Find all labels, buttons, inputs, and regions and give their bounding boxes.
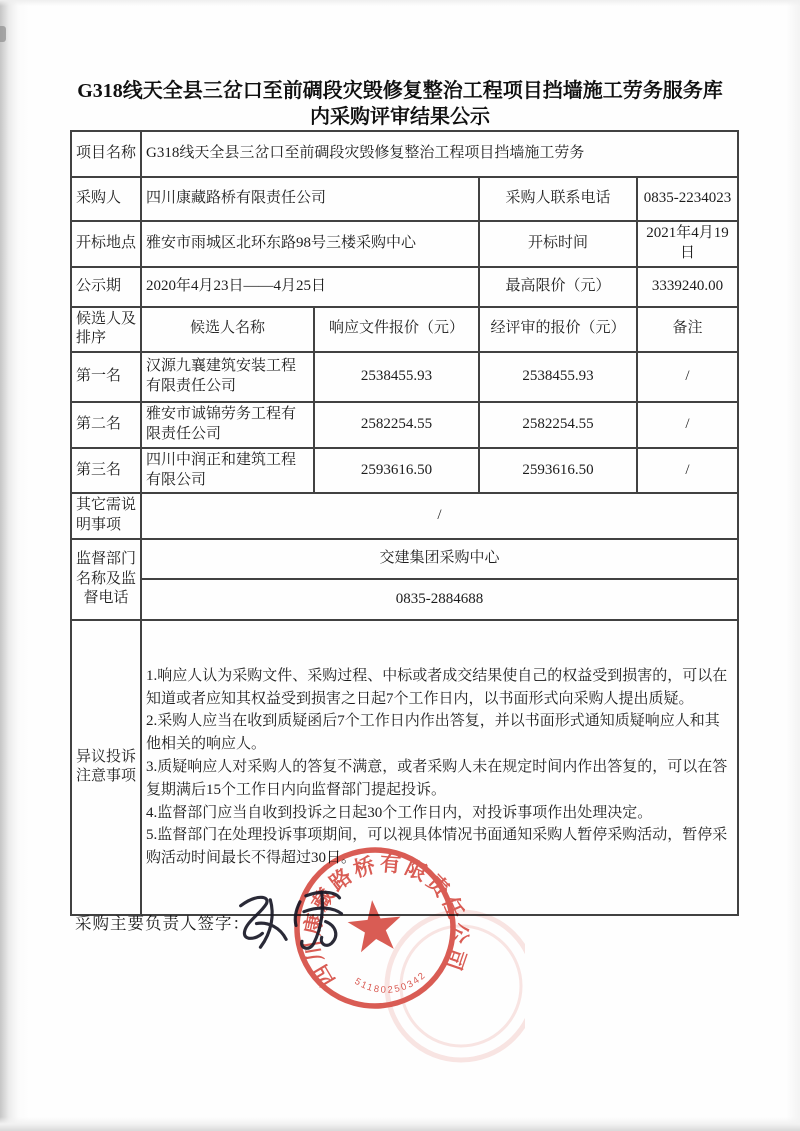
candidate-name: 汉源九襄建筑安装工程有限责任公司 — [141, 352, 314, 402]
header-note: 备注 — [637, 307, 738, 353]
signature-handwriting — [226, 884, 366, 968]
supervision-department: 交建集团采购中心 — [141, 539, 738, 579]
publicity-label: 公示期 — [71, 267, 141, 307]
row-bid-opening — [71, 221, 738, 267]
other-notes-value: / — [141, 493, 738, 539]
row-project-name — [71, 131, 738, 177]
publicity-value: 2020年4月23日——4月25日 — [141, 267, 479, 307]
purchaser-contact-label: 采购人联系电话 — [479, 177, 637, 221]
other-notes-label: 其它需说明事项 — [71, 493, 141, 539]
page-title — [64, 78, 736, 130]
objection-item-2: 2.采购人应当在收到质疑函后7个工作日内作出答复，并以书面形式通知质疑响应人和其他相关的响应人。 — [146, 713, 720, 753]
candidate-bid: 2538455.93 — [314, 352, 479, 402]
candidate-bid: 2582254.55 — [314, 402, 479, 448]
row-supervision-dept — [71, 539, 738, 579]
header-candidate-name: 候选人名称 — [141, 307, 314, 353]
candidate-note: / — [637, 352, 738, 402]
signature-row — [75, 910, 250, 934]
row-purchaser — [71, 177, 738, 221]
opening-place-label: 开标地点 — [71, 221, 141, 267]
scan-artifact-mark — [0, 26, 6, 42]
seal-serial-text: 51180250342 — [352, 969, 429, 996]
price-limit-value: 3339240.00 — [637, 267, 738, 307]
signature-label: 采购主要负责人签字： — [75, 914, 250, 933]
purchaser-contact-value: 0835-2234023 — [637, 177, 738, 221]
objection-item-4: 4.监督部门应当自收到投诉之日起30个工作日内，对投诉事项作出处理决定。 — [146, 804, 653, 821]
price-limit-label: 最高限价（元） — [479, 267, 637, 307]
objection-label: 异议投诉注意事项 — [71, 620, 141, 915]
header-rank: 候选人及排序 — [71, 307, 141, 353]
purchaser-label: 采购人 — [71, 177, 141, 221]
purchaser-value: 四川康藏路桥有限责任公司 — [141, 177, 479, 221]
objection-item-1: 1.响应人认为采购文件、采购过程、中标或者成交结果使自己的权益受到损害的，可以在知道或者应知其权益受到损害之日起7个工作日内，以书面形式向采购人提出质疑。 — [146, 667, 728, 707]
opening-time-value: 2021年4月19日 — [637, 221, 738, 267]
scan-edge-bottom — [0, 1117, 800, 1131]
supervision-phone: 0835-2884688 — [141, 579, 738, 620]
candidate-reviewed: 2538455.93 — [479, 352, 637, 402]
candidate-name: 雅安市诚锦劳务工程有限责任公司 — [141, 402, 314, 448]
candidate-row-2 — [71, 402, 738, 448]
candidate-name: 四川中润正和建筑工程有限公司 — [141, 448, 314, 494]
supervision-label: 监督部门名称及监督电话 — [71, 539, 141, 620]
header-bid-price: 响应文件报价（元） — [314, 307, 479, 353]
candidate-rank: 第二名 — [71, 402, 141, 448]
candidate-bid: 2593616.50 — [314, 448, 479, 494]
candidate-rank: 第三名 — [71, 448, 141, 494]
candidate-rank: 第一名 — [71, 352, 141, 402]
project-name-label: 项目名称 — [71, 131, 141, 177]
row-supervision-phone — [71, 579, 738, 620]
candidate-row-3 — [71, 448, 738, 494]
candidates-header-row — [71, 307, 738, 353]
row-publicity-period — [71, 267, 738, 307]
seal-company-text: 四川康藏路桥有限责任公司 — [301, 852, 471, 991]
candidate-reviewed: 2593616.50 — [479, 448, 637, 494]
project-name-value: G318线天全县三岔口至前碉段灾毁修复整治工程项目挡墙施工劳务 — [141, 131, 738, 177]
opening-time-label: 开标时间 — [479, 221, 637, 267]
results-table — [70, 130, 739, 916]
header-reviewed-price: 经评审的报价（元） — [479, 307, 637, 353]
title-line-2: 内采购评审结果公示 — [310, 106, 490, 128]
candidate-note: / — [637, 402, 738, 448]
candidate-row-1 — [71, 352, 738, 402]
title-line-1: G318线天全县三岔口至前碉段灾毁修复整治工程项目挡墙施工劳务服务库 — [77, 80, 723, 102]
candidate-reviewed: 2582254.55 — [479, 402, 637, 448]
opening-place-value: 雅安市雨城区北环东路98号三楼采购中心 — [141, 221, 479, 267]
scan-edge-top — [0, 0, 800, 6]
objection-item-3: 3.质疑响应人对采购人的答复不满意，或者采购人未在规定时间内作出答复的，可以在答复期满后15个工作日内向监督部门提起投诉。 — [146, 759, 728, 798]
row-other-notes — [71, 493, 738, 539]
candidate-note: / — [637, 448, 738, 494]
objection-item-5: 5.监督部门在处理投诉事项期间，可以视具体情况书面通知采购人暂停采购活动，暂停采购活动时间最长不得超过30日。 — [146, 827, 728, 867]
